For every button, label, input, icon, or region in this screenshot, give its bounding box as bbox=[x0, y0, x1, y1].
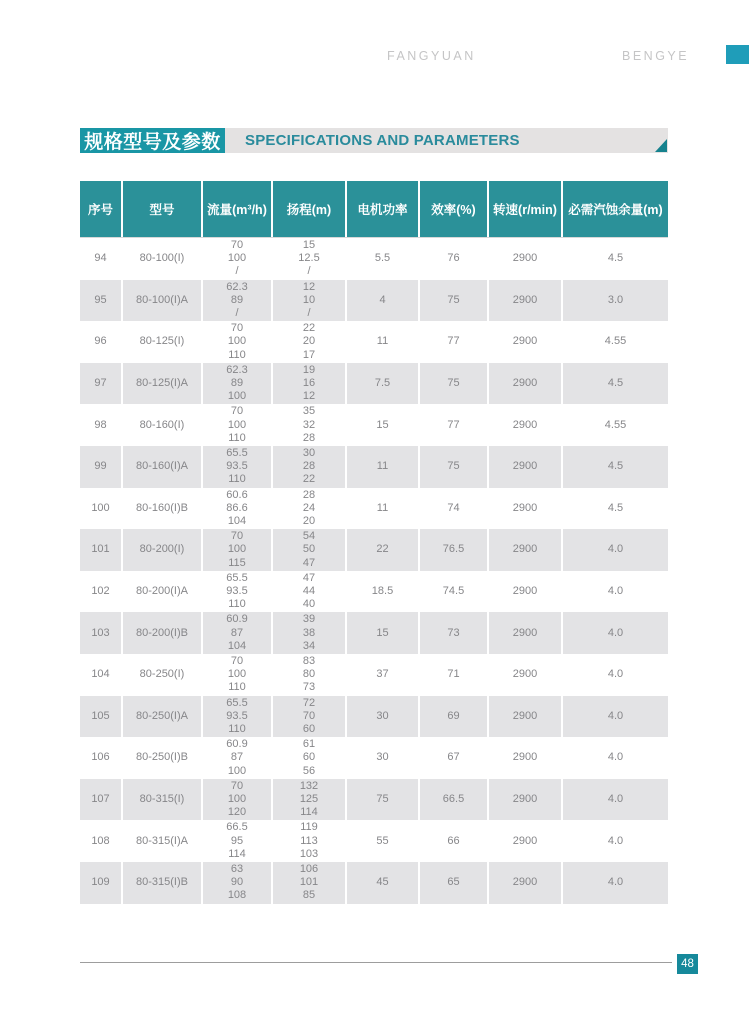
column-header-flow: 流量(m³/h) bbox=[203, 181, 273, 237]
cell-no: 94 bbox=[80, 238, 123, 280]
cell-npsh: 4.0 bbox=[607, 876, 624, 889]
cell-line: 119 bbox=[300, 821, 318, 834]
cell-line: 100 bbox=[227, 543, 247, 556]
cell-head bbox=[273, 820, 347, 862]
cell-flow bbox=[203, 529, 273, 571]
section-title-bar bbox=[80, 128, 668, 153]
cell-line: 19 bbox=[302, 363, 316, 376]
cell-line: 22 bbox=[302, 322, 316, 335]
column-header-eff: 效率(%) bbox=[420, 181, 489, 237]
cell-line: 62.3 bbox=[226, 280, 248, 293]
column-header-power: 电机功率 bbox=[347, 181, 420, 237]
cell-line: 70 bbox=[302, 709, 316, 722]
cell-no: 102 bbox=[80, 571, 123, 613]
cell-line: 60.6 bbox=[226, 488, 248, 501]
cell-no: 95 bbox=[80, 280, 123, 322]
cell-line: 114 bbox=[228, 847, 246, 860]
section-title-zh: 规格型号及参数 bbox=[80, 128, 225, 153]
brand-fangyuan: FANGYUAN bbox=[387, 49, 476, 63]
cell-line: 110 bbox=[228, 348, 246, 361]
cell-npsh: 4.0 bbox=[607, 834, 624, 847]
cell-line: 47 bbox=[302, 571, 316, 584]
cell-model: 80-315(I)B bbox=[123, 862, 203, 904]
cell-speed: 2900 bbox=[489, 696, 563, 738]
cell-line: 47 bbox=[302, 556, 316, 569]
cell-model: 80-125(I)A bbox=[123, 363, 203, 405]
column-header-no: 序号 bbox=[80, 181, 123, 237]
cell-power: 45 bbox=[347, 862, 420, 904]
cell-line: 20 bbox=[302, 514, 316, 527]
cell-power: 11 bbox=[347, 488, 420, 530]
cell-line: 17 bbox=[302, 348, 316, 361]
table-row bbox=[80, 363, 668, 405]
cell-head bbox=[273, 654, 347, 696]
section-title-en-bar bbox=[225, 128, 668, 153]
cell-no: 106 bbox=[80, 737, 123, 779]
cell-head bbox=[273, 571, 347, 613]
cell-flow bbox=[203, 446, 273, 488]
cell-line: 28 bbox=[302, 460, 316, 473]
cell-eff: 76.5 bbox=[420, 529, 489, 571]
cell-line: 12 bbox=[302, 390, 316, 403]
cell-flow bbox=[203, 280, 273, 322]
cell-head bbox=[273, 779, 347, 821]
cell-line: 39 bbox=[302, 613, 316, 626]
cell-speed: 2900 bbox=[489, 779, 563, 821]
cell-power: 55 bbox=[347, 820, 420, 862]
cell-power: 7.5 bbox=[347, 363, 420, 405]
column-header-model: 型号 bbox=[123, 181, 203, 237]
cell-line: 65.5 bbox=[226, 571, 248, 584]
cell-npsh: 3.0 bbox=[607, 293, 624, 306]
cell-power: 30 bbox=[347, 696, 420, 738]
cell-npsh: 4.0 bbox=[607, 543, 624, 556]
cell-power: 4 bbox=[347, 280, 420, 322]
cell-no: 105 bbox=[80, 696, 123, 738]
cell-head bbox=[273, 529, 347, 571]
cell-power: 22 bbox=[347, 529, 420, 571]
cell-head bbox=[273, 280, 347, 322]
cell-line: 54 bbox=[302, 530, 316, 543]
cell-line: 110 bbox=[228, 681, 246, 694]
cell-line: 65.5 bbox=[226, 446, 248, 459]
table-row bbox=[80, 779, 668, 821]
cell-flow bbox=[203, 820, 273, 862]
cell-line: 90 bbox=[230, 876, 244, 889]
cell-line: 87 bbox=[230, 626, 244, 639]
cell-model: 80-250(I)A bbox=[123, 696, 203, 738]
cell-speed: 2900 bbox=[489, 280, 563, 322]
cell-eff: 75 bbox=[420, 446, 489, 488]
cell-model: 80-200(I)A bbox=[123, 571, 203, 613]
cell-power: 30 bbox=[347, 737, 420, 779]
cell-flow bbox=[203, 612, 273, 654]
cell-line: 86.6 bbox=[226, 501, 248, 514]
cell-speed: 2900 bbox=[489, 862, 563, 904]
cell-head bbox=[273, 446, 347, 488]
cell-speed: 2900 bbox=[489, 363, 563, 405]
cell-model: 80-200(I) bbox=[123, 529, 203, 571]
cell-flow bbox=[203, 737, 273, 779]
cell-line: 12.5 bbox=[298, 252, 320, 265]
cell-eff: 77 bbox=[420, 321, 489, 363]
cell-line: / bbox=[235, 306, 239, 319]
cell-line: 70 bbox=[230, 322, 244, 335]
cell-head bbox=[273, 612, 347, 654]
cell-head bbox=[273, 862, 347, 904]
cell-no: 99 bbox=[80, 446, 123, 488]
cell-flow bbox=[203, 404, 273, 446]
cell-line: / bbox=[307, 265, 311, 278]
cell-model: 80-250(I)B bbox=[123, 737, 203, 779]
cell-line: 120 bbox=[227, 806, 247, 819]
cell-line: 44 bbox=[302, 584, 316, 597]
cell-line: 15 bbox=[302, 238, 316, 251]
page-number-badge: 48 bbox=[677, 954, 698, 974]
cell-model: 80-200(I)B bbox=[123, 612, 203, 654]
cell-speed: 2900 bbox=[489, 446, 563, 488]
cell-speed: 2900 bbox=[489, 321, 563, 363]
cell-line: 63 bbox=[230, 862, 244, 875]
table-row bbox=[80, 820, 668, 862]
cell-npsh: 4.0 bbox=[607, 668, 624, 681]
cell-head bbox=[273, 404, 347, 446]
cell-eff: 75 bbox=[420, 363, 489, 405]
cell-no: 100 bbox=[80, 488, 123, 530]
cell-no: 101 bbox=[80, 529, 123, 571]
cell-line: 80 bbox=[302, 668, 316, 681]
cell-line: 115 bbox=[228, 556, 246, 569]
cell-line: 35 bbox=[302, 405, 316, 418]
cell-line: / bbox=[235, 265, 239, 278]
cell-line: 60 bbox=[302, 722, 316, 735]
cell-eff: 66 bbox=[420, 820, 489, 862]
cell-line: 93.5 bbox=[226, 584, 248, 597]
cell-line: 93.5 bbox=[226, 709, 248, 722]
cell-line: 89 bbox=[230, 293, 244, 306]
cell-line: 87 bbox=[230, 751, 244, 764]
cell-line: 28 bbox=[302, 431, 316, 444]
cell-no: 104 bbox=[80, 654, 123, 696]
cell-line: 70 bbox=[230, 654, 244, 667]
cell-line: 113 bbox=[300, 834, 318, 847]
cell-no: 96 bbox=[80, 321, 123, 363]
cell-line: 104 bbox=[227, 514, 247, 527]
cell-line: 104 bbox=[227, 639, 247, 652]
cell-eff: 69 bbox=[420, 696, 489, 738]
title-bar-triangle-icon bbox=[655, 139, 667, 152]
column-header-npsh: 必需汽蚀余量(m) bbox=[563, 181, 668, 237]
column-header-speed: 转速(r/min) bbox=[489, 181, 563, 237]
cell-model: 80-315(I)A bbox=[123, 820, 203, 862]
cell-flow bbox=[203, 321, 273, 363]
cell-eff: 74 bbox=[420, 488, 489, 530]
cell-line: 60 bbox=[302, 751, 316, 764]
table-row bbox=[80, 737, 668, 779]
cell-head bbox=[273, 696, 347, 738]
cell-flow bbox=[203, 238, 273, 280]
cell-model: 80-250(I) bbox=[123, 654, 203, 696]
cell-speed: 2900 bbox=[489, 238, 563, 280]
cell-line: 70 bbox=[230, 238, 244, 251]
table-row bbox=[80, 654, 668, 696]
cell-head bbox=[273, 488, 347, 530]
corner-accent-square bbox=[726, 45, 749, 64]
cell-line: 110 bbox=[228, 722, 246, 735]
cell-line: 40 bbox=[302, 598, 316, 611]
table-row bbox=[80, 446, 668, 488]
cell-speed: 2900 bbox=[489, 529, 563, 571]
cell-line: / bbox=[307, 306, 311, 319]
cell-head bbox=[273, 238, 347, 280]
cell-eff: 76 bbox=[420, 238, 489, 280]
specifications-table bbox=[80, 181, 668, 904]
cell-no: 97 bbox=[80, 363, 123, 405]
cell-model: 80-160(I)A bbox=[123, 446, 203, 488]
cell-line: 114 bbox=[300, 806, 318, 819]
cell-npsh: 4.0 bbox=[607, 709, 624, 722]
column-header-head: 扬程(m) bbox=[273, 181, 347, 237]
cell-flow bbox=[203, 363, 273, 405]
cell-line: 32 bbox=[302, 418, 316, 431]
cell-flow bbox=[203, 488, 273, 530]
cell-no: 107 bbox=[80, 779, 123, 821]
cell-speed: 2900 bbox=[489, 654, 563, 696]
cell-line: 101 bbox=[299, 876, 319, 889]
cell-power: 37 bbox=[347, 654, 420, 696]
cell-eff: 67 bbox=[420, 737, 489, 779]
cell-model: 80-160(I)B bbox=[123, 488, 203, 530]
table-header-row bbox=[80, 181, 668, 237]
cell-line: 70 bbox=[230, 779, 244, 792]
cell-head bbox=[273, 363, 347, 405]
cell-line: 108 bbox=[227, 889, 247, 902]
cell-line: 24 bbox=[302, 501, 316, 514]
cell-flow bbox=[203, 654, 273, 696]
cell-line: 110 bbox=[228, 473, 246, 486]
cell-power: 18.5 bbox=[347, 571, 420, 613]
cell-model: 80-100(I)A bbox=[123, 280, 203, 322]
cell-line: 83 bbox=[302, 654, 316, 667]
table-row bbox=[80, 696, 668, 738]
cell-eff: 66.5 bbox=[420, 779, 489, 821]
cell-line: 132 bbox=[299, 779, 319, 792]
cell-line: 100 bbox=[227, 252, 247, 265]
cell-power: 11 bbox=[347, 446, 420, 488]
cell-line: 106 bbox=[299, 862, 319, 875]
cell-line: 85 bbox=[302, 889, 316, 902]
cell-head bbox=[273, 737, 347, 779]
cell-line: 38 bbox=[302, 626, 316, 639]
cell-speed: 2900 bbox=[489, 737, 563, 779]
cell-no: 108 bbox=[80, 820, 123, 862]
cell-line: 100 bbox=[227, 418, 247, 431]
cell-line: 125 bbox=[299, 792, 319, 805]
section-title-en: SPECIFICATIONS AND PARAMETERS bbox=[245, 132, 520, 149]
cell-line: 110 bbox=[228, 598, 246, 611]
cell-line: 12 bbox=[302, 280, 316, 293]
cell-speed: 2900 bbox=[489, 612, 563, 654]
cell-npsh: 4.5 bbox=[607, 252, 624, 265]
brand-bengye: BENGYE bbox=[622, 49, 690, 63]
cell-line: 30 bbox=[302, 446, 316, 459]
cell-eff: 74.5 bbox=[420, 571, 489, 613]
cell-head bbox=[273, 321, 347, 363]
cell-line: 16 bbox=[302, 376, 316, 389]
cell-line: 100 bbox=[227, 335, 247, 348]
cell-npsh: 4.0 bbox=[607, 584, 624, 597]
cell-line: 61 bbox=[302, 738, 316, 751]
cell-flow bbox=[203, 779, 273, 821]
cell-eff: 73 bbox=[420, 612, 489, 654]
cell-eff: 77 bbox=[420, 404, 489, 446]
cell-flow bbox=[203, 571, 273, 613]
table-row bbox=[80, 238, 668, 280]
cell-model: 80-315(I) bbox=[123, 779, 203, 821]
cell-model: 80-100(I) bbox=[123, 238, 203, 280]
table-body bbox=[80, 237, 668, 904]
footer-rule bbox=[80, 962, 672, 963]
cell-npsh: 4.5 bbox=[607, 460, 624, 473]
cell-speed: 2900 bbox=[489, 820, 563, 862]
cell-line: 28 bbox=[302, 488, 316, 501]
cell-line: 70 bbox=[230, 405, 244, 418]
table-row bbox=[80, 862, 668, 904]
cell-line: 100 bbox=[227, 668, 247, 681]
cell-npsh: 4.5 bbox=[607, 501, 624, 514]
cell-no: 98 bbox=[80, 404, 123, 446]
cell-line: 60.9 bbox=[226, 738, 248, 751]
cell-npsh: 4.55 bbox=[604, 335, 627, 348]
cell-line: 66.5 bbox=[226, 821, 248, 834]
cell-line: 100 bbox=[227, 792, 247, 805]
table-row bbox=[80, 404, 668, 446]
cell-power: 15 bbox=[347, 404, 420, 446]
cell-speed: 2900 bbox=[489, 488, 563, 530]
cell-line: 56 bbox=[302, 764, 316, 777]
cell-no: 103 bbox=[80, 612, 123, 654]
cell-power: 75 bbox=[347, 779, 420, 821]
cell-power: 5.5 bbox=[347, 238, 420, 280]
table-row bbox=[80, 280, 668, 322]
cell-line: 60.9 bbox=[226, 613, 248, 626]
cell-line: 10 bbox=[302, 293, 316, 306]
cell-line: 93.5 bbox=[226, 460, 248, 473]
cell-line: 20 bbox=[302, 335, 316, 348]
table-row bbox=[80, 571, 668, 613]
cell-speed: 2900 bbox=[489, 404, 563, 446]
cell-line: 73 bbox=[302, 681, 316, 694]
cell-no: 109 bbox=[80, 862, 123, 904]
table-row bbox=[80, 488, 668, 530]
cell-eff: 75 bbox=[420, 280, 489, 322]
cell-flow bbox=[203, 862, 273, 904]
cell-eff: 65 bbox=[420, 862, 489, 904]
cell-line: 100 bbox=[227, 390, 247, 403]
cell-line: 65.5 bbox=[226, 696, 248, 709]
cell-eff: 71 bbox=[420, 654, 489, 696]
cell-power: 11 bbox=[347, 321, 420, 363]
cell-line: 100 bbox=[227, 764, 247, 777]
table-row bbox=[80, 612, 668, 654]
cell-line: 103 bbox=[299, 847, 319, 860]
cell-line: 22 bbox=[302, 473, 316, 486]
cell-speed: 2900 bbox=[489, 571, 563, 613]
cell-line: 34 bbox=[302, 639, 316, 652]
cell-npsh: 4.0 bbox=[607, 792, 624, 805]
cell-line: 62.3 bbox=[226, 363, 248, 376]
cell-model: 80-125(I) bbox=[123, 321, 203, 363]
cell-power: 15 bbox=[347, 612, 420, 654]
cell-npsh: 4.55 bbox=[604, 418, 627, 431]
cell-line: 95 bbox=[230, 834, 244, 847]
cell-npsh: 4.5 bbox=[607, 376, 624, 389]
cell-flow bbox=[203, 696, 273, 738]
cell-line: 110 bbox=[228, 431, 246, 444]
cell-line: 50 bbox=[302, 543, 316, 556]
table-row bbox=[80, 529, 668, 571]
cell-line: 89 bbox=[230, 376, 244, 389]
cell-line: 70 bbox=[230, 530, 244, 543]
cell-npsh: 4.0 bbox=[607, 626, 624, 639]
cell-line: 72 bbox=[302, 696, 316, 709]
cell-npsh: 4.0 bbox=[607, 751, 624, 764]
cell-model: 80-160(I) bbox=[123, 404, 203, 446]
table-row bbox=[80, 321, 668, 363]
